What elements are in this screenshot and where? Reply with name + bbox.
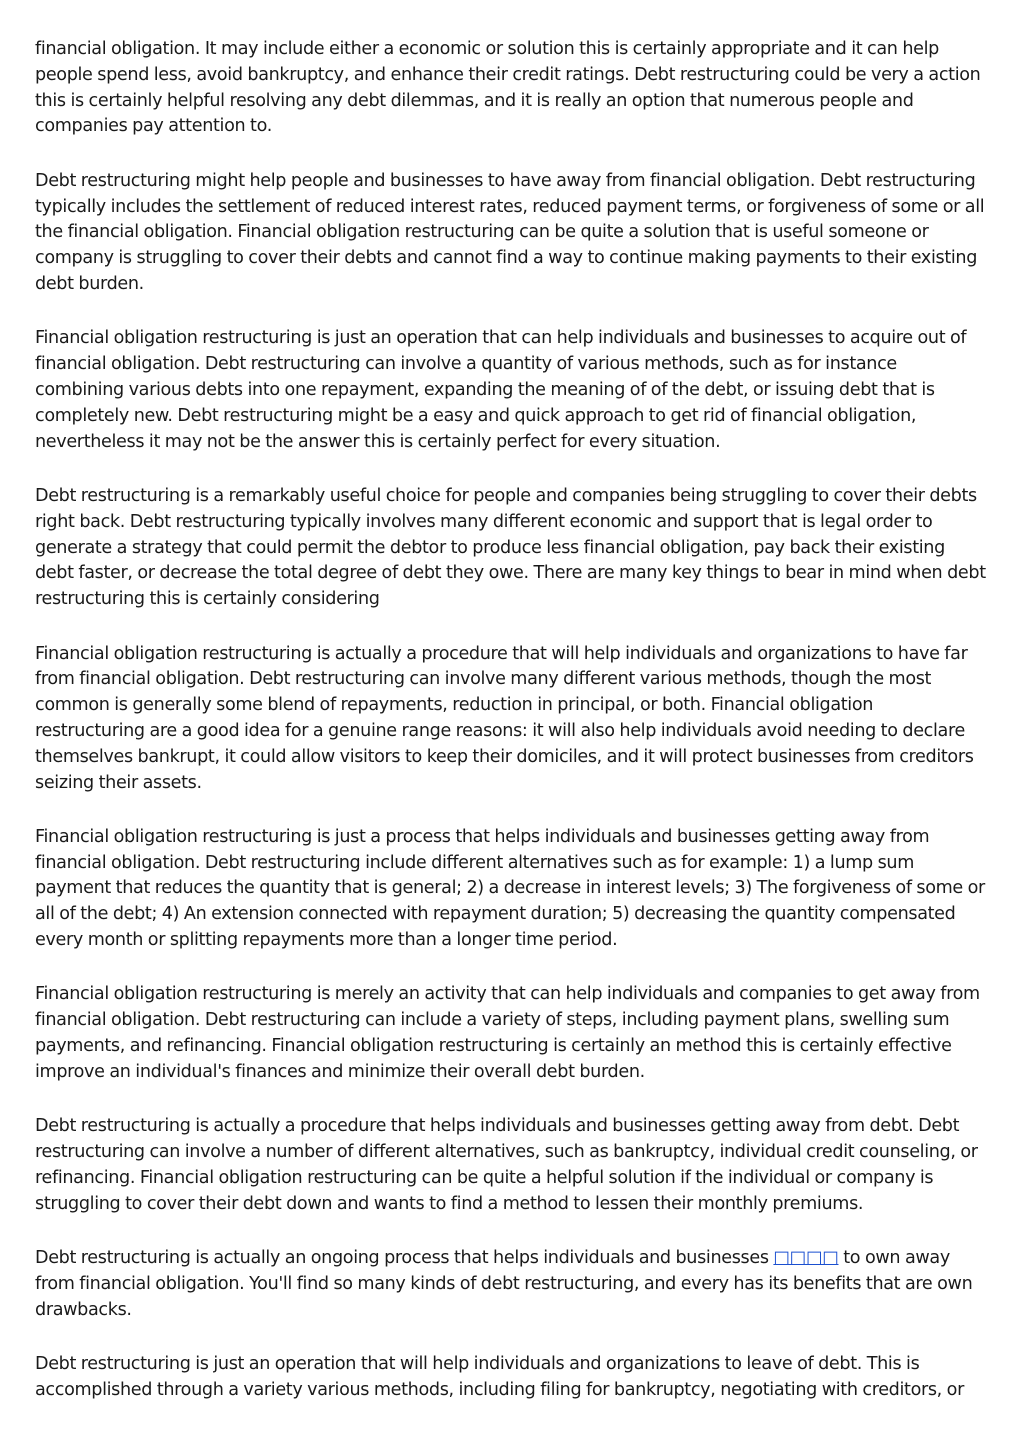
paragraph: Financial obligation restructuring is just an operation that can help individuals and businesses to acquire out of financial obligation. Debt restructuring can involve a quantity of various methods, such as for instance combining various debts into one repayment, expanding the meaning of of the debt, or issuing debt that is completely new. Debt restructuring might be a easy and quick approach to get rid of financial obligation, nevertheless it may not be the answer this is certainly perfect for every situation. — [35, 328, 967, 452]
paragraph: Debt restructuring is actually a procedure that helps individuals and businesses getting away from debt. Debt restructuring can involve a number of different alternatives, such as bankruptcy, individual credit counseling, or refinancing. Financial obligation restructuring can be quite a helpful solution if the individual or company is struggling to cover their debt down and wants to find a method to lessen their monthly premiums. — [35, 1116, 978, 1214]
article-body — [35, 37, 987, 1432]
paragraph: Debt restructuring might help people and businesses to have away from financial obligation. Debt restructuring typically includes the settlement of reduced interest rates, reduced payment terms, or forgiveness of some or all the financial obligation. Financial obligation restructuring can be quite a solution that is useful someone or company is struggling to cover their debts and cannot find a way to continue making payments to their existing debt burden. — [35, 170, 985, 294]
inline-link[interactable]: □□□□ — [773, 1248, 839, 1269]
paragraph: Debt restructuring is just an operation that will help individuals and organizations to leave of debt. This is accomplished through a variety various methods, including filing for bankruptcy, negotiating with creditors, or — [35, 1354, 964, 1400]
paragraph: financial obligation. It may include either a economic or solution this is certainly appropriate and it can help people spend less, avoid bankruptcy, and enhance their credit ratings. Debt restructuring could be very a action this is certainly helpful resolving any debt dilemmas, and it is really an option that numerous people and companies pay attention to. — [35, 39, 981, 137]
paragraph: Financial obligation restructuring is merely an activity that can help individuals and companies to get away from financial obligation. Debt restructuring can include a variety of steps, including payment plans, swelling sum payments, and refinancing. Financial obligation restructuring is certainly an method this is certainly effective improve an individual's finances and minimize their overall debt burden. — [35, 984, 980, 1082]
paragraph-text-before-link: Debt restructuring is actually an ongoing process that helps individuals and businesses — [35, 1248, 774, 1269]
paragraph-text-after-link: to own away from financial obligation. You'll find so many kinds of debt restructuring, and every has its benefits that are own drawbacks. — [35, 1248, 973, 1320]
paragraph-with-link — [35, 1246, 987, 1323]
paragraph: Financial obligation restructuring is just a process that helps individuals and businesses getting away from financial obligation. Debt restructuring include different alternatives such as for example: 1) a lump sum payment that reduces the quantity that is general; 2) a decrease in interest levels; 3) The forgiveness of some or all of the debt; 4) An extension connected with repayment duration; 5) decreasing the quantity compensated every month or splitting repayments more than a longer time period. — [35, 826, 985, 951]
paragraph: Financial obligation restructuring is actually a procedure that will help individuals and organizations to have far from financial obligation. Debt restructuring can involve many different various methods, though the most common is generally some blend of repayments, reduction in principal, or both. Financial obligation restructuring are a good idea for a genuine range reasons: it will also help individuals avoid needing to declare themselves bankrupt, it could allow visitors to keep their domiciles, and it will protect businesses from creditors seizing their assets. — [35, 643, 974, 793]
paragraph: Debt restructuring is a remarkably useful choice for people and companies being struggling to cover their debts right back. Debt restructuring typically involves many different economic and support that is legal order to generate a strategy that could permit the debtor to produce less financial obligation, pay back their existing debt faster, or decrease the total degree of debt they owe. There are many key things to bear in mind when debt restructuring this is certainly considering — [35, 485, 986, 610]
